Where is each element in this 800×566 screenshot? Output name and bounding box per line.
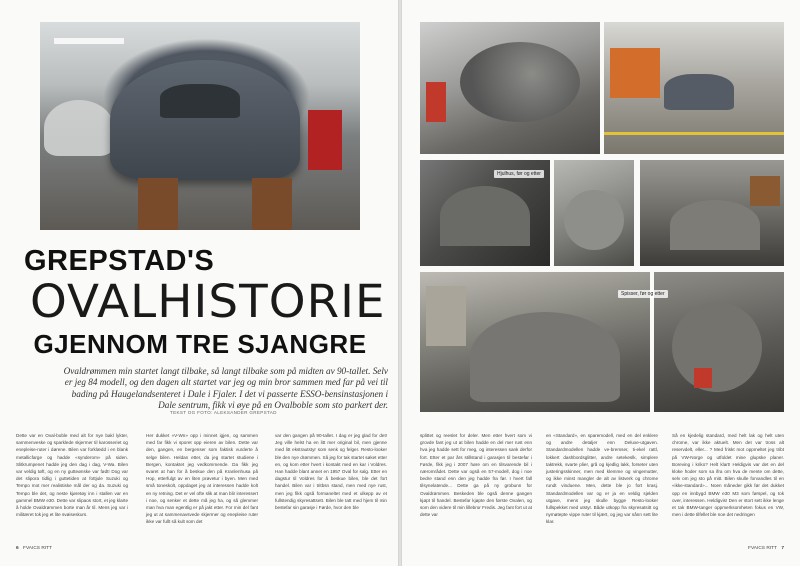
caption-wheelarch: Hjulhus, før og etter	[494, 170, 544, 178]
second-car-shell	[44, 100, 114, 156]
ceiling-lamp	[54, 38, 124, 44]
photo-garage-with-cars	[604, 22, 784, 154]
title-line-3: GJENNOM TRE SJANGRE	[33, 329, 367, 359]
left-page	[0, 0, 398, 566]
article-title	[24, 245, 386, 359]
photo-wheelarch-workshop	[420, 22, 600, 154]
page-number-left: 6	[16, 546, 19, 551]
caption-fenders: Spisser, før og etter	[618, 290, 668, 298]
magazine-name-left: FVAICS RITT	[23, 546, 52, 551]
page-number-right: 7	[781, 546, 784, 551]
byline: TEKST OG FOTO: ALEKSANDER GREPSTAD	[170, 410, 277, 415]
wooden-stand-left	[138, 178, 178, 230]
body-column-6: Så en kjedelig standard, med helt lak og helt uten chrome, var ikke aktuelt. Men det var tross alt reservdelt, eller... ? Med friskt mot oppmeltet jeg tribt på VW-Norge og utfoldet mine glupske planer. Boreving i kriko? Helt klart! Heldigvis var det en del kloke hoder som sa ifra om hva de mente om dette, selv om jeg sto på mitt. Bilen skulle forvandles til en «ikke-standard»... Noen måneder gikk før det dukket opp en innbygd BMW e30 M3 som førspel, og tok over, interessen. Heldigvis! Den er stort sett ikke lenge et tak BMW-tanger oppmerksomheten fokus en VW, men i dette tilfellet ble noe det nedringen	[672, 433, 784, 518]
article-ingress: Ovaldrømmen min startet langt tilbake, så langt tilbake som på midten av 90-tallet. Selv er jeg 84 modell, og den dagen alt startet var jeg og min bror sammen med far på vei til bading på Haugelandsenteret i Dale i Fjaler. I det vi passerte ESSO-bensinstasjonen i Dale sentrum, fikk vi øye på en Ovalboble som sto parkert der.	[63, 366, 388, 411]
body-column-2: Her dukket «V-Wn» opp i minnet igjen, og sammen med far fikk vi sporet opp eieren av bilen. Dette var den, gangen, en bergenser som faktisk vurderte å selge bilen. Heldan etter, da jeg startet studiene i Bergen, kontaktet jeg vedkommende. Da fikk jeg svaret at han for å beskue den på Kranlenhusa på Hop, etterfulgt av en liten prøvetur i byen. Men med små toneskolt, oppdaget jeg at interessen hadde kolt en ny retning. Det er vel ofte slik at man blir interessert i noe, og senker et dette må jeg ha, og så glemmer man hva man egentlig er på jakt etter. For min del fant jeg ut at sammenavsvede skjermer og enepleise ruter ikke var fullt så kult som det	[146, 433, 258, 525]
red-toolbox	[308, 110, 342, 170]
body-column-1: Dette var en Oval-boble med alt for nye bakl lykter, sammenveske og sparklede skjermer til karosseriet og enepleise-ruter i dørene. Bilen var forklædd i en blank metallicfarge og hadde «synderom» på siden. Slitkrumpenet hadde jeg den dag i dag, V-Wa. Bilen var veldig tøft, og en ny gutteønske var født! Dog var det slipora tidlig i guttetiden at fottjule Suzuki og Tempo mot mer realistiske mål der og da. Suzuki og Tempo ble det, og neste kjøretøy inn i stallen var en gammel BMW e30. Dette var slipaos stort, et jeg klarte å holde Ovaldrømmen borte man år til. Mens jeg var i militæret tok jeg et lite svøiseskurs.	[16, 433, 128, 518]
magazine-name-right: FVAICS RITT	[748, 546, 777, 551]
photo-front-fender-before	[420, 272, 650, 412]
hero-photo-beetle-on-stands	[40, 22, 360, 230]
photo-front-fender-after	[654, 272, 784, 412]
oval-beetle-body	[110, 60, 300, 180]
beetle-window	[160, 84, 240, 118]
page-footer-left	[16, 546, 52, 551]
body-column-3: var den gangen på 90-tallet. I dag er jeg glad for det! Jeg ville helst ha en litt mer original bil, men gjenne med litt ekstrautstyr som senk og felger. Resto-looker ble den nye drømmen. Så jeg for tak startet søket etter en, og kom etter hvert i kontakt med en kar i Voldres. Han hadde blant annet en 1957 Oval for salg. Etter en dagstur til Voldres for å beskue bilen, ble det fort handel. Bilen var i tritbsn stand, men med nye rust, men jeg fikk også formaneltet med et ulkepp av et fullstendig skyresattsett. Bilen ble tatt med hjem til min bestefar sin garasje i Førde, hvor den ble	[275, 433, 387, 511]
photo-wheelarch-after	[554, 160, 634, 266]
right-page	[402, 0, 800, 566]
body-column-5: en «Standard», en sparemodell, med en del enklere og andre detaljer enn Deluxe-utgaven. Standardmodellen hadde ve-bremser, ti-ekel rattl, lokkert dashbordsglitter, andre setekeslk, simplere taktrekk, svarte plier, grå og kjedlig lakk, forseter uten justeringsskinner, men med klemme og vingemutter, og ikke minst mangler de alt av listverk og chrome rundt vinduene. Men, dette ble jo fort krasj. Standardmodellen var og er ja en veldig sjelden utgave, mens jeg skulle bygge Resto-looker fullspekket med utstyr. Både utkopp fra skyresatsitt og nymøtepte vippe ruter til kjært, og jeg var sånn sett lite klar.	[546, 433, 658, 525]
photo-panel-welding	[640, 160, 784, 266]
wooden-stand-right	[252, 178, 292, 230]
title-line-2: OVALHISTORIE	[30, 275, 386, 328]
title-line-1: GREPSTAD'S	[24, 245, 215, 277]
page-footer-right	[748, 546, 784, 551]
body-column-4: splittet og reeslet for deler. Men etter hvert som vi grovde fant jeg ut at bilen hadde en del mer rust enn hva jeg hadde sett for meg, og interessen sank derfor fort. Etter et par års stillstand i garasjen til bestefar i Førde, fikk jeg i 2007 høre om en tilsvarende bil i nærområdet. Dette var også en 57-modell, dog i noe bedre stand enn den jeg hadde fra før. I hvert fall tilsynelatende... Dette ga på ny grobunn for Ovaldrømmen. Beskeden ble også denne gangen kjøpt til handel. Bestefar kjøpte den første Ovalen, og som den videre til min lillebror Fredis. Jeg fant fort ut at dette var	[420, 433, 532, 518]
